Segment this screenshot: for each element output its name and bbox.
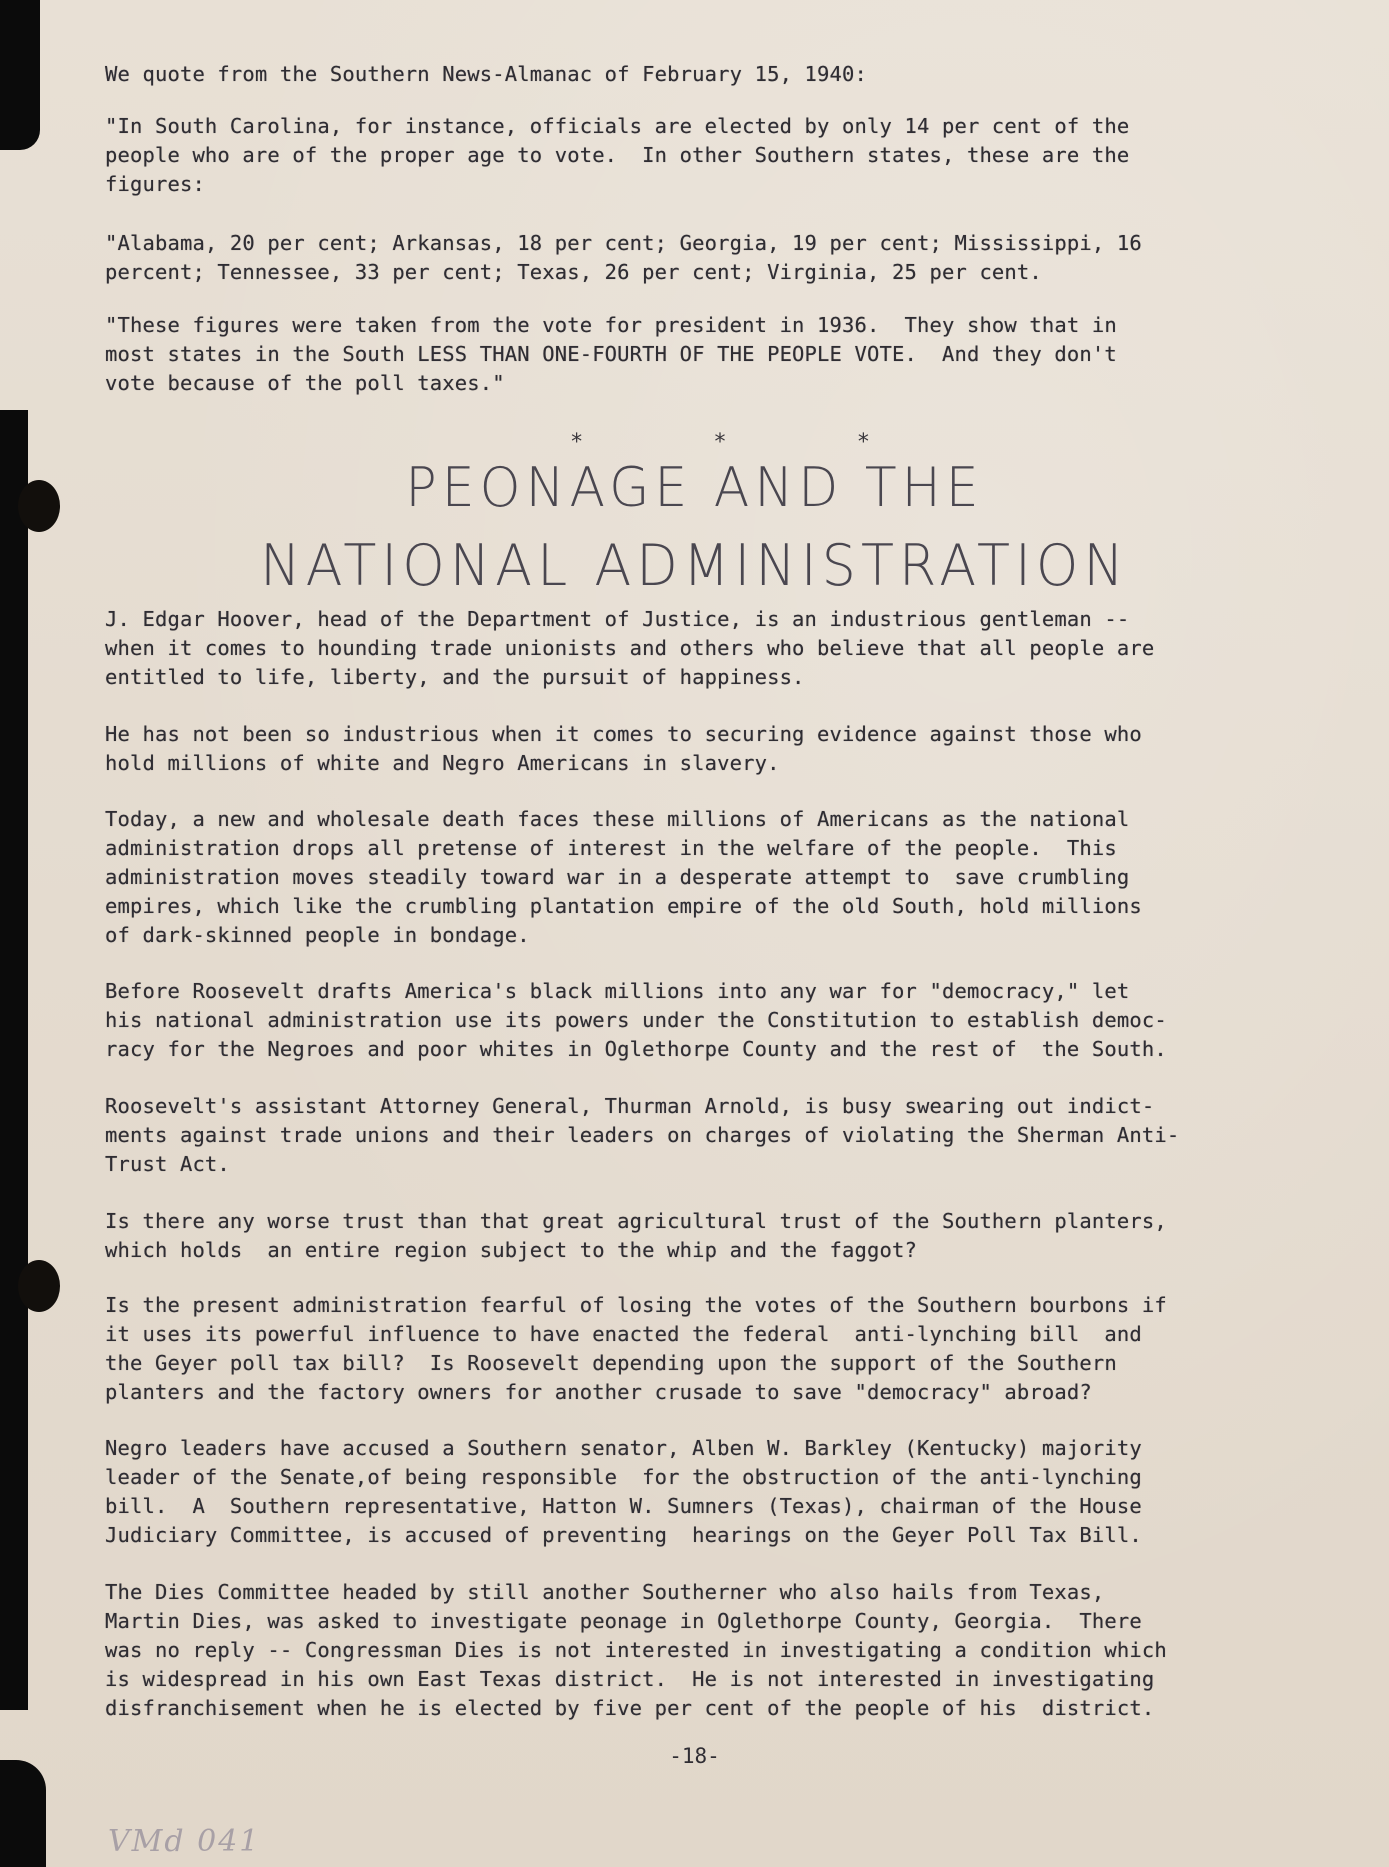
separator-star: * [856,430,870,455]
quote-paragraph-3: "These figures were taken from the vote for president in 1936. They show that in most states in the South LESS THAN ONE-FOURTH OF THE PEOPLE VOTE. And they don't vote because of the poll taxes." [105,313,1117,395]
punch-hole [18,1260,60,1312]
scan-edge-shadow [0,410,28,1710]
section-separator [570,430,870,455]
body-paragraph-5: Roosevelt's assistant Attorney General, Thurman Arnold, is busy swearing out indict- ments against trade unions and their leaders on charges of violating the Sherman Anti- Trust Act. [105,1094,1180,1176]
intro-line: We quote from the Southern News-Almanac of February 15, 1940: [105,62,868,86]
handwritten-archive-note: VMd 041 [108,1824,261,1859]
body-paragraph-4: Before Roosevelt drafts America's black millions into any war for "democracy," let his national administration use its powers under the Constitution to establish democ- racy for the Negroes and poor whites in Oglethorpe County and the rest of the South. [105,979,1167,1061]
body-paragraph-9: The Dies Committee headed by still another Southerner who also hails from Texas, Martin Dies, was asked to investigate peonage in Oglethorpe County, Georgia. There was no reply -- Congressman Dies is not interested in investigating a condition which is widespread in his own East Texas district. He is not interested in investigating disfranchisement when he is elected by five per cent of the people of his district. [105,1580,1167,1720]
body-paragraph-8: Negro leaders have accused a Southern senator, Alben W. Barkley (Kentucky) majority leader of the Senate,of being responsible for the obstruction of the anti-lynching bill. A Southern representative, Hatton W. Sumners (Texas), chairman of the House Judiciary Committee, is accused of preventing hearings on the Geyer Poll Tax Bill. [105,1436,1142,1547]
body-paragraph-3: Today, a new and wholesale death faces these millions of Americans as the national administration drops all pretense of interest in the welfare of the people. This administration moves steadily toward war in a desperate attempt to save crumbling empires, which like the crumbling plantation empire of the old South, hold millions of dark-skinned people in bondage. [105,807,1142,947]
body-paragraph-6: Is there any worse trust than that great agricultural trust of the Southern planters, which holds an entire region subject to the whip and the faggot? [105,1209,1167,1262]
separator-star: * [713,430,727,455]
scan-edge-shadow [0,0,40,150]
quote-paragraph-1: "In South Carolina, for instance, officials are elected by only 14 per cent of the people who are of the proper age to vote. In other Southern states, these are the figures: [105,114,1130,196]
quote-paragraph-2: "Alabama, 20 per cent; Arkansas, 18 per cent; Georgia, 19 per cent; Mississippi, 16 percent; Tennessee, 33 per cent; Texas, 26 per cent; Virginia, 25 per cent. [105,231,1142,284]
page-number: -18- [669,1744,720,1768]
body-paragraph-7: Is the present administration fearful of losing the votes of the Southern bourbons if it uses its powerful influence to have enacted the federal anti-lynching bill and the Geyer poll tax bill? Is Roosevelt depending upon the support of the Southern planters and the factory owners for another crusade to save "democracy" abroad? [105,1293,1167,1404]
section-heading-line-2: NATIONAL ADMINISTRATION [260,532,1129,599]
section-heading-line-1: PEONAGE AND THE [405,456,984,520]
body-paragraph-2: He has not been so industrious when it comes to securing evidence against those who hold millions of white and Negro Americans in slavery. [105,722,1142,775]
body-paragraph-1: J. Edgar Hoover, head of the Department of Justice, is an industrious gentleman -- when it comes to hounding trade unionists and others who believe that all people are entitled to life, liberty, and the pursuit of happiness. [105,607,1155,689]
scan-edge-shadow [0,1760,46,1867]
separator-star: * [570,430,584,455]
